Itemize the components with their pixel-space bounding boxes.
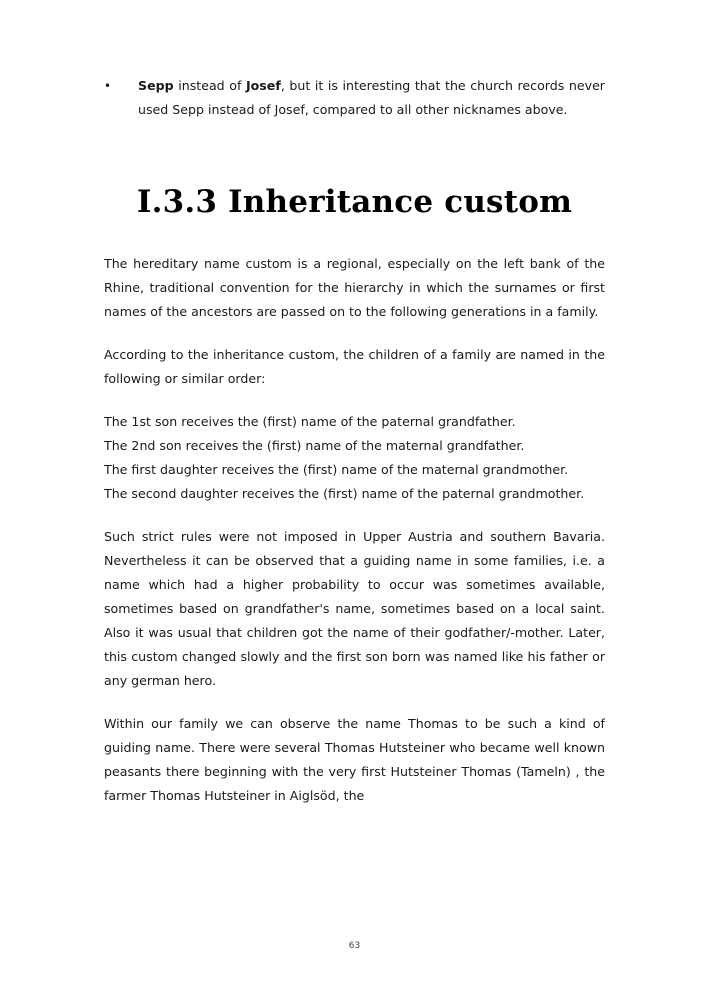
page-title: I.3.3 Inheritance custom	[136, 184, 573, 220]
rule-line-4: The second daughter receives the (first) name of the paternal grandmother.	[104, 486, 585, 501]
bullet-bold-josef: Josef	[245, 78, 281, 93]
bullet-dot-icon: •	[104, 79, 112, 93]
inheritance-rules	[104, 410, 605, 506]
list-item	[104, 74, 605, 122]
page-number: 63	[348, 941, 361, 951]
rule-line-1: The 1st son receives the (first) name of the paternal grandfather.	[104, 414, 516, 429]
page-content	[104, 74, 605, 808]
paragraph-intro: The hereditary name custom is a regional, especially on the left bank of the Rhine, traditional convention for the hierarchy in which the surnames or first names of the ancestors are passed on to the following generations in a family.	[104, 256, 605, 319]
paragraph-order: According to the inheritance custom, the children of a family are named in the following or similar order:	[104, 347, 605, 386]
bullet-list	[104, 74, 605, 122]
paragraph-strict-rules: Such strict rules were not imposed in Upper Austria and southern Bavaria. Nevertheless it can be observed that a guiding name in some families, i.e. a name which had a higher probability to occur was sometimes available, sometimes based on grandfather's name, sometimes based on a local saint. Also it was usual that children got the name of their godfather/-mother. Later, this custom changed slowly and the first son born was named like his father or any german hero.	[104, 529, 605, 688]
bullet-bold-sepp: Sepp	[138, 78, 174, 93]
paragraph-family-thomas: Within our family we can observe the name Thomas to be such a kind of guiding name. There were several Thomas Hutsteiner who became well known peasants there beginning with the very first Hutsteiner Thomas (Tameln) , the farmer Thomas Hutsteiner in Aiglsöd, the	[104, 716, 605, 803]
rule-line-3: The first daughter receives the (first) name of the maternal grandmother.	[104, 462, 569, 477]
bullet-rest-text: , but it is interesting that the church records never used Sepp instead of Josef, compared to all other nicknames above.	[138, 78, 605, 117]
bullet-mid-text: instead of	[173, 78, 246, 93]
rule-line-2: The 2nd son receives the (first) name of the maternal grandfather.	[104, 438, 525, 453]
